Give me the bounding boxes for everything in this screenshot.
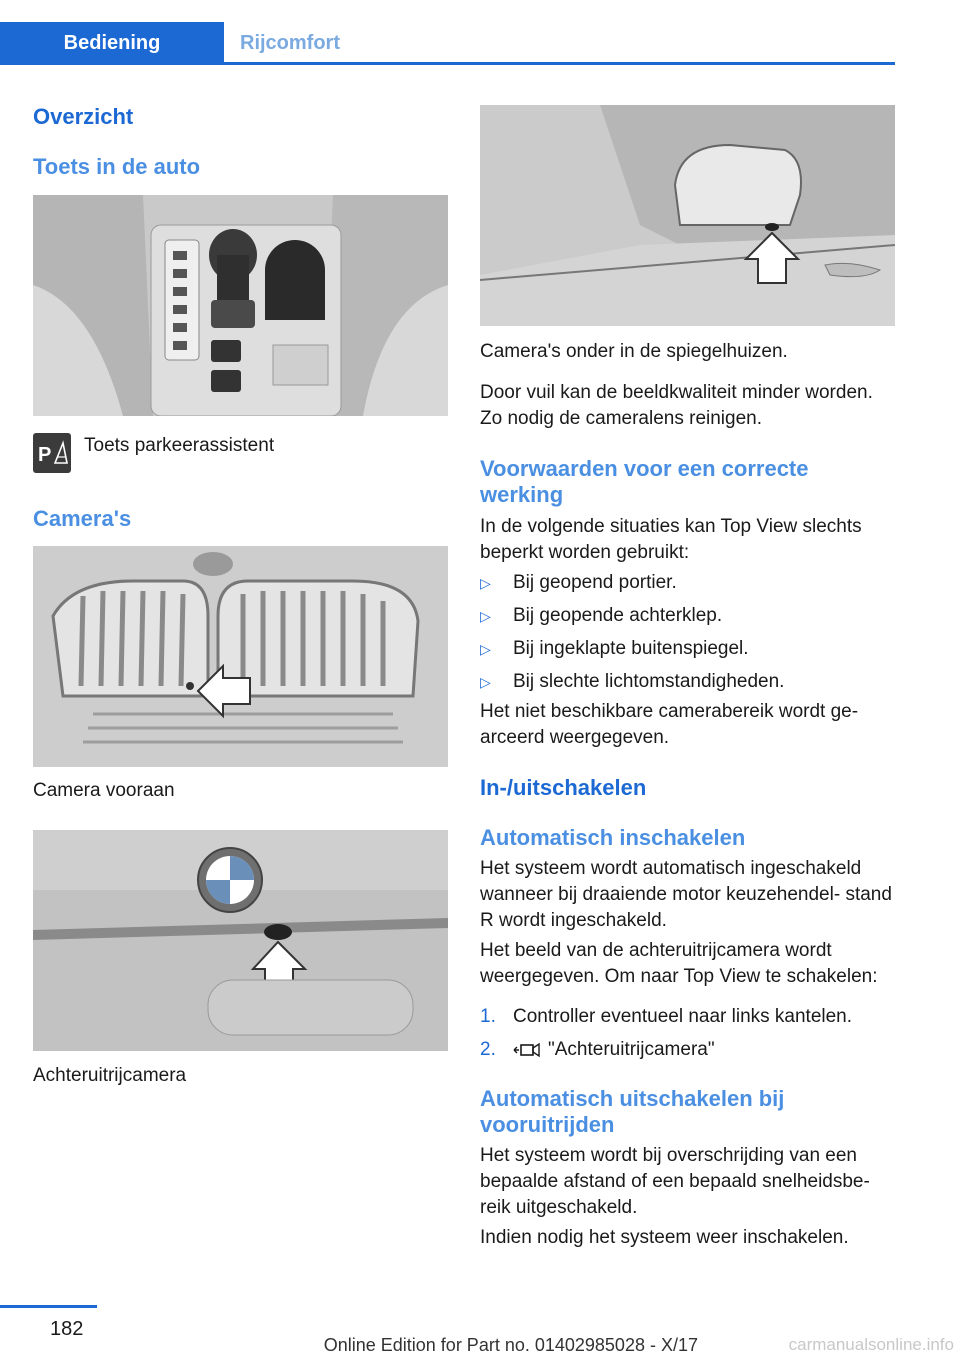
subtitle-auto-off: Automatisch uitschakelen bij vooruitrijden [480, 1086, 785, 1137]
caption-rear-camera: Achteruitrijcamera [33, 1065, 187, 1086]
section-title-in-uitschakelen: In-/uitschakelen [480, 775, 647, 800]
subtitle-cameras: Camera's [33, 506, 132, 531]
tab-bediening[interactable]: Bediening [0, 22, 224, 62]
rear-camera-image [33, 830, 448, 1051]
reverse-camera-icon [513, 1039, 541, 1069]
front-grille-camera-image [33, 546, 448, 767]
console-buttons-image [33, 195, 448, 416]
subtitle-toets-in-de-auto: Toets in de auto [33, 154, 201, 179]
paragraph-conditions: In de volgende situaties kan Top View slechts beperkt worden gebruikt: [480, 516, 862, 563]
park-assist-button-caption: Toets parkeerassistent [84, 435, 275, 456]
bullet-triangle-icon: ▷ [480, 608, 491, 624]
bullet-triangle-icon: ▷ [480, 641, 491, 657]
page-number: 182 [50, 1318, 84, 1340]
chapter-tabs [0, 22, 895, 65]
subtitle-auto-on: Automatisch inschakelen [480, 825, 746, 850]
paragraph-auto-off: Het systeem wordt bij overschrijding van een bepaalde afstand of een bepaald snelheidsbe‐ reik uitgeschakeld. [480, 1145, 870, 1218]
park-assist-button-icon [33, 433, 71, 473]
paragraph-reenable: Indien nodig het systeem weer inschakelen. [480, 1227, 849, 1248]
caption-mirror-cameras: Camera's onder in de spiegelhuizen. [480, 341, 788, 362]
watermark: carmanualsonline.info [788, 1335, 954, 1354]
paragraph-dirt: Door vuil kan de beeldkwaliteit minder worden. Zo nodig de cameralens reinigen. [480, 382, 873, 429]
paragraph-auto-on: Het systeem wordt automatisch ingeschakeld wanneer bij draaiende motor keuzehendel‐ stand R wordt ingeschakeld. [480, 858, 892, 931]
section-title-overzicht: Overzicht [33, 104, 134, 129]
paragraph-camera-image: Het beeld van de achteruitrijcamera wordt weergegeven. Om naar Top View te schakelen: [480, 940, 878, 987]
edition-footer: Online Edition for Part no. 01402985028 - X/17 [323, 1335, 698, 1355]
bullet-triangle-icon: ▷ [480, 674, 491, 690]
page-number-rule [0, 1305, 97, 1308]
mirror-camera-image [480, 105, 895, 326]
paragraph-hatched-area: Het niet beschikbare camerabereik wordt ge‐ arceerd weergegeven. [480, 701, 859, 748]
subtitle-conditions: Voorwaarden voor een correcte werking [480, 456, 809, 507]
bullet-triangle-icon: ▷ [480, 575, 491, 591]
tab-rijcomfort[interactable]: Rijcomfort [240, 32, 340, 54]
caption-front-camera: Camera vooraan [33, 780, 175, 801]
svg-text:P: P [38, 444, 52, 466]
